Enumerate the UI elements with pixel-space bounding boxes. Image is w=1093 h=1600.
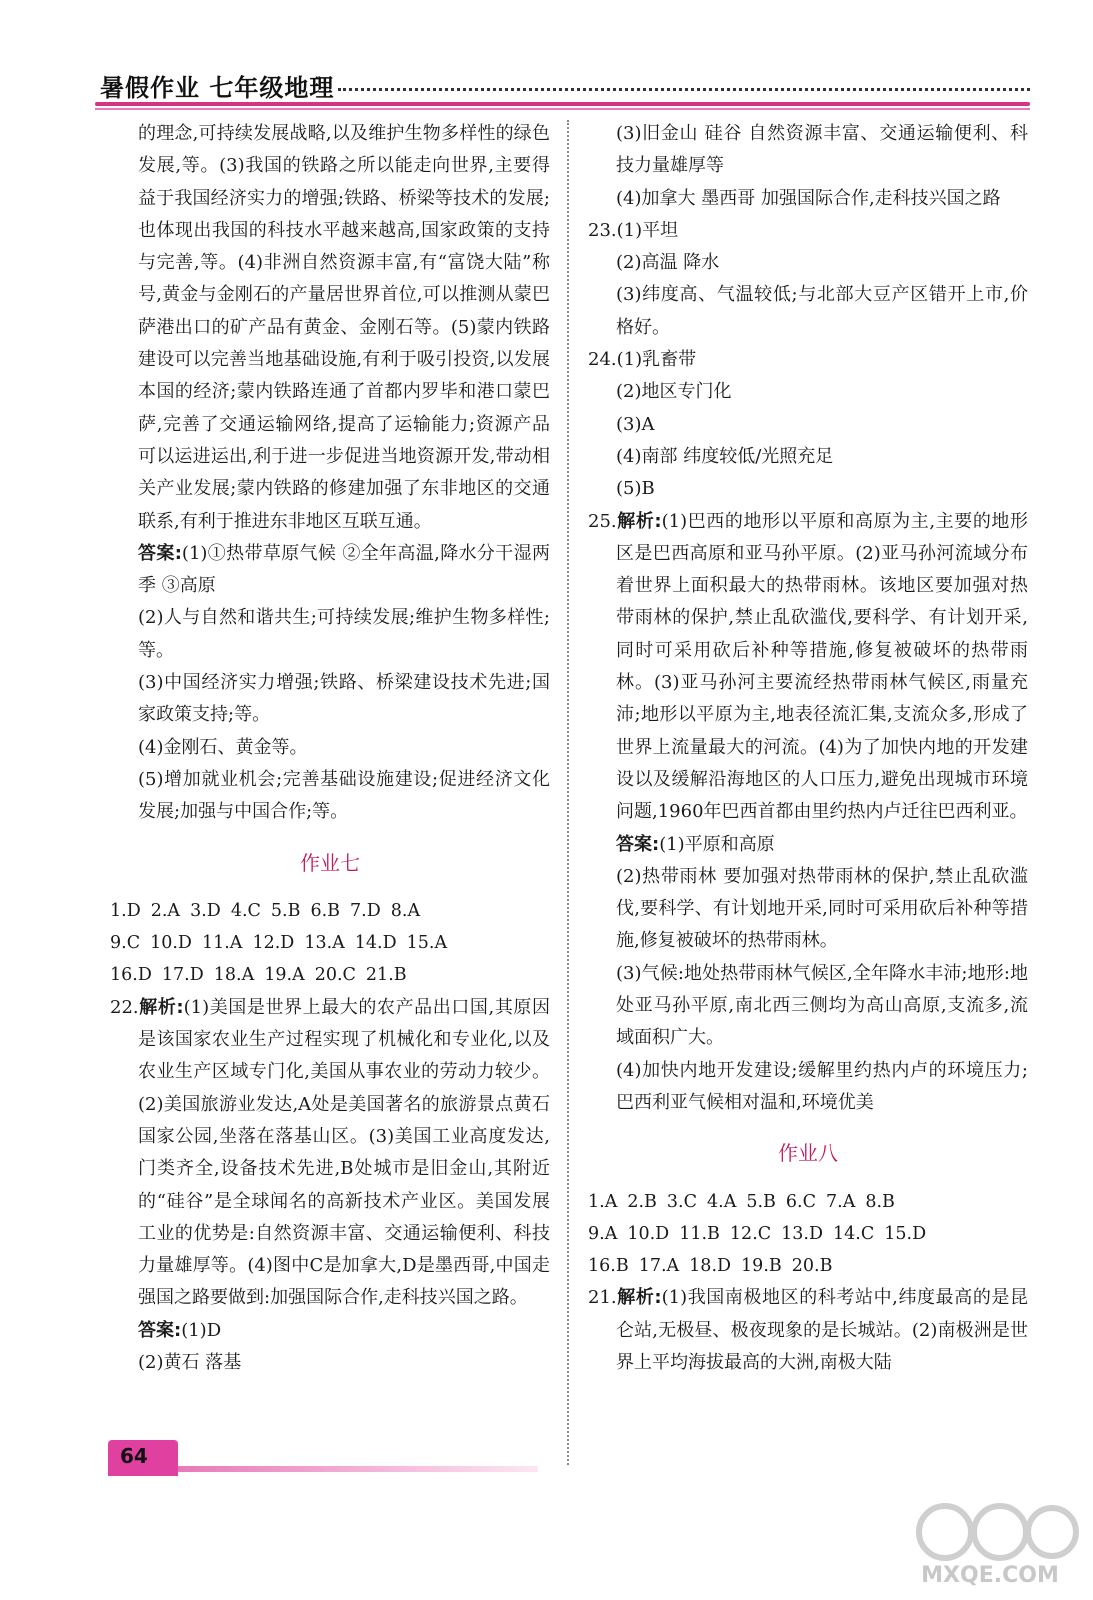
q25-answer-1: (1)平原和高原 (659, 833, 775, 855)
q24-answer-3: (3)A (616, 413, 655, 435)
answer-explanation-continued: 的理念,可持续发展战略,以及维护生物多样性的绿色发展,等。(3)我国的铁路之所以能走向世界,主要得益于我国经济实力的增强;铁路、桥梁等技术的发展;也体现出我国的科技水平越来越高,国家政策的支持与完善,等。(4)非洲自然资源丰富,有“富饶大陆”称号,黄金与金刚石的产量居世界首位,可以推测从蒙巴萨港出口的矿产品有黄金、金刚石等。(5)蒙内铁路建设可以完善当地基础设施,有利于吸引投资,以发展本国的经济;蒙内铁路连通了首都内罗毕和港口蒙巴萨,完善了交通运输网络,提高了运输能力;资源产品可以运进运出,利于进一步促进当地资源开发,带动相关产业发展;蒙内铁路的修建加强了东非地区的交通联系,有利于推进东非地区互联互通。 (138, 123, 550, 532)
answer-label: 答案: (616, 833, 660, 855)
page-header (100, 60, 1030, 110)
mc-answer: 18.A (213, 965, 255, 986)
answer-item-2: (2)人与自然和谐共生;可持续发展;维护生物多样性;等。 (138, 607, 550, 661)
mc-answer: 10.D (150, 933, 192, 954)
mc-answer: 19.B (741, 1256, 782, 1277)
watermark-logo (900, 1490, 1080, 1590)
explanation-label: 解析: (138, 996, 184, 1018)
mc-answer: 12.D (252, 933, 295, 954)
question-22-answer-label (110, 1315, 550, 1347)
question-number: 21. (588, 1287, 617, 1309)
q25-answer-4: (4)加快内地开发建设;缓解里约热内卢的环境压力;巴西利亚气候相对温和,环境优美 (616, 1059, 1028, 1113)
mc-answer: 18.D (689, 1256, 732, 1277)
q25-answer-2: (2)热带雨林 要加强对热带雨林的保护,禁止乱砍滥伐,要科学、有计划地开采,同时可采用砍后补种等措施,修复被破坏的热带雨林。 (616, 865, 1028, 952)
question-25-explanation (588, 506, 1028, 829)
mc-answer: 9.C (110, 933, 141, 954)
mc-answer: 13.D (781, 1223, 824, 1244)
mc-answer: 19.A (264, 965, 305, 986)
mc-answer-row (588, 1218, 1028, 1250)
mc-answer: 6.B (310, 900, 341, 921)
q22-answer-3: (3)旧金山 硅谷 自然资源丰富、交通运输便利、科技力量雄厚等 (616, 123, 1028, 177)
q24-answer-4: (4)南部 纬度较低/光照充足 (616, 445, 834, 467)
column-divider (567, 120, 569, 1465)
mc-answer: 3.D (190, 900, 221, 921)
mc-answer: 8.B (865, 1191, 895, 1212)
mc-answers-homework-8 (588, 1186, 1028, 1283)
q24-answer-1: 24.(1)乳畜带 (588, 349, 697, 371)
question-number: 25. (588, 510, 617, 532)
header-dotted-rule (338, 88, 1030, 91)
section-title-homework-8: 作业八 (778, 1141, 838, 1166)
mc-answer: 15.A (406, 933, 448, 954)
mc-answer: 5.B (746, 1191, 776, 1212)
answer-item-1: (1)①热带草原气候 ②全年高温,降水分干湿两季 ③高原 (138, 542, 550, 597)
mc-answer: 9.A (588, 1223, 618, 1244)
mc-answer: 14.C (833, 1223, 875, 1244)
mc-answer: 11.A (201, 933, 243, 954)
header-accent-line (95, 102, 1030, 106)
mc-answer: 2.B (627, 1191, 657, 1212)
mc-answer: 20.C (314, 965, 356, 986)
mc-answer: 10.D (627, 1223, 670, 1244)
mc-answer: 4.C (230, 900, 261, 921)
explanation-label: 解析: (616, 1287, 662, 1309)
q22-answer-4: (4)加拿大 墨西哥 加强国际合作,走科技兴国之路 (616, 187, 1001, 209)
question-21-text: (1)我国南极地区的科考站中,纬度最高的是昆仑站,无极昼、极夜现象的是长城站。(2)南极洲是世界上平均海拔最高的大洲,南极大陆 (616, 1287, 1028, 1373)
mc-answer: 16.B (588, 1256, 629, 1277)
q24-answer-2: (2)地区专门化 (616, 381, 732, 403)
mc-answer: 2.A (150, 900, 181, 921)
mc-answer: 1.D (110, 900, 141, 921)
page-number: 64 (120, 1444, 148, 1468)
answer-item-3: (3)中国经济实力增强;铁路、桥梁建设技术先进;国家政策支持;等。 (138, 672, 550, 726)
q23-answer-3: (3)纬度高、气温较低;与北部大豆产区错开上市,价格好。 (616, 284, 1028, 338)
mc-answer: 21.B (365, 965, 407, 986)
mc-answer: 15.D (884, 1223, 927, 1244)
mc-answer-row (588, 1186, 1028, 1218)
header-accent-line-thin (95, 108, 1030, 110)
mc-answer-row (588, 1250, 1028, 1282)
mc-answer: 7.A (826, 1191, 856, 1212)
left-column (110, 118, 550, 1379)
answer-item-4: (4)金刚石、黄金等。 (138, 736, 308, 758)
mc-answer: 14.D (354, 933, 397, 954)
question-21-explanation (588, 1282, 1028, 1379)
mc-answers-homework-7 (110, 895, 550, 992)
mc-answer: 5.B (270, 900, 301, 921)
q25-answer-block (588, 829, 1028, 861)
mc-answer: 13.A (304, 933, 345, 954)
mc-answer: 12.C (729, 1223, 772, 1244)
mc-answer: 6.C (785, 1191, 816, 1212)
mc-answer: 8.A (390, 900, 421, 921)
mc-answer: 1.A (588, 1191, 618, 1212)
right-column (588, 118, 1028, 1379)
q25-answer-3: (3)气候:地处热带雨林气候区,全年降水丰沛;地形:地处亚马孙平原,南北西三侧均为高山高原,支流多,流域面积广大。 (616, 962, 1028, 1049)
mc-answer: 3.C (666, 1191, 697, 1212)
mc-answer: 16.D (110, 965, 152, 986)
question-22-explanation (110, 992, 550, 1315)
mc-answer: 20.B (791, 1256, 833, 1277)
section-title-homework-7: 作业七 (300, 850, 360, 875)
question-22-text: (1)美国是世界上最大的农产品出口国,其原因是该国家农业生产过程实现了机械化和专业化,以及农业生产区域专门化,美国从事农业的劳动力较少。(2)美国旅游业发达,A处是美国著名的旅游景点黄石国家公园,坐落在落基山区。(3)美国工业高度发达,门类齐全,设备技术先进,B处城市是旧金山,其附近的“硅谷”是全球闻名的高新技术产业区。美国发展工业的优势是:自然资源丰富、交通运输便利、科技力量雄厚等。(4)图中C是加拿大,D是墨西哥,中国走强国之路要做到:加强国际合作,走科技兴国之路。 (138, 996, 550, 1309)
mc-answer: 17.D (161, 965, 204, 986)
q24-answer-5: (5)B (616, 478, 655, 500)
question-number: 22. (110, 996, 139, 1018)
q22-answer-1: (1)D (181, 1319, 222, 1341)
watermark-text: MXQE.COM (921, 1563, 1059, 1588)
mc-answer: 7.D (350, 900, 381, 921)
header-title: 暑假作业 七年级地理 (100, 74, 335, 102)
q22-answer-2: (2)黄石 落基 (138, 1351, 242, 1373)
q23-answer-2: (2)高温 降水 (616, 252, 720, 274)
answer-block (110, 538, 550, 603)
mc-answer-row (110, 895, 550, 927)
answer-item-5: (5)增加就业机会;完善基础设施建设;促进经济文化发展;加强与中国合作;等。 (138, 768, 550, 823)
answer-label: 答案: (138, 1319, 182, 1341)
q23-answer-1: 23.(1)平坦 (588, 219, 679, 241)
footer-accent-bar (178, 1466, 538, 1472)
mc-answer-row (110, 959, 550, 991)
answer-label: 答案: (138, 542, 182, 564)
mc-answer: 4.A (707, 1191, 737, 1212)
question-25-text: (1)巴西的地形以平原和高原为主,主要的地形区是巴西高原和亚马孙平原。(2)亚马孙河流域分布着世界上面积最大的热带雨林。该地区要加强对热带雨林的保护,禁止乱砍滥伐,要科学、有计划开采,同时可采用砍后补种等措施,修复被破坏的热带雨林。(3)亚马孙河主要流经热带雨林气候区,雨量充沛;地形以平原为主,地表径流汇集,支流众多,形成了世界上流量最大的河流。(4)为了加快内地的开发建设以及缓解沿海地区的人口压力,避免出现城市环境问题,1960年巴西首都由里约热内卢迁往巴西利亚。 (616, 510, 1028, 823)
mc-answer: 11.B (679, 1223, 720, 1244)
mc-answer: 17.A (638, 1256, 680, 1277)
mc-answer-row (110, 927, 550, 959)
explanation-label: 解析: (616, 510, 662, 532)
